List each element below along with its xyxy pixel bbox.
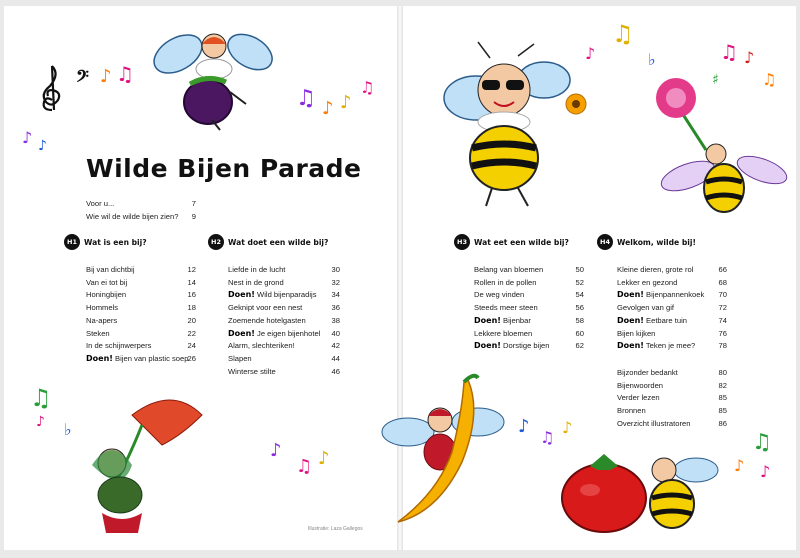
toc-entry-label [86, 341, 151, 351]
toc-entry-label [86, 290, 126, 300]
doen-marker: Doen! [617, 315, 644, 325]
illustration-credit: Illustratie: Laza Gallegos [308, 526, 363, 532]
music-note-icon: ♫ [296, 86, 316, 111]
toc-entry-page: 72 [718, 303, 727, 313]
toc-entry-label [617, 406, 646, 416]
chili-pepper-bee-illustration [378, 372, 508, 532]
toc-entry-label [86, 303, 118, 313]
toc-entry-label [86, 354, 188, 364]
music-note-icon: ♪ [744, 48, 755, 67]
toc-entry-label [474, 290, 524, 300]
toc-entry-text: De weg vinden [474, 290, 525, 300]
music-note-icon: ♪ [22, 128, 33, 147]
toc-entry-label [86, 316, 117, 326]
music-note-icon: ♫ [762, 70, 777, 89]
music-note-icon: ♪ [322, 98, 334, 119]
toc-entry-page: 82 [718, 380, 727, 390]
toc-entry-text: Bijen van plastic soep [115, 353, 189, 363]
toc-entry-text: Steken [86, 328, 110, 338]
chapter-title: Wat is een bij? [84, 237, 147, 247]
music-note-icon: ♪ [100, 66, 112, 87]
toc-entry-text: Bijen kijken [617, 328, 656, 338]
toc-entry-label: Wie wil de wilde bijen zien? [86, 212, 179, 221]
chapter-badge: H1 [64, 234, 80, 250]
toc-entry-page: 32 [331, 277, 340, 287]
music-note-icon: ♪ [318, 448, 330, 469]
toc-entry-text: Winterse stilte [228, 366, 276, 376]
toc-entry-label [228, 265, 285, 275]
trumpet-flower-illustration [72, 385, 212, 535]
toc-entry-page: 60 [575, 328, 584, 338]
toc-entry-label [228, 329, 320, 339]
toc-entry-label [617, 393, 660, 403]
toc-entry-page: 66 [718, 265, 727, 274]
toc-entry-page: 80 [718, 368, 727, 377]
doen-marker: Doen! [617, 341, 644, 351]
music-note-icon: ♫ [720, 40, 738, 64]
toc-entry-page: 34 [331, 290, 340, 300]
toc-entry-page: 7 [191, 199, 196, 208]
music-note-icon: ♪ [585, 44, 596, 63]
toc-entry-page: 12 [187, 265, 196, 274]
toc-entry-text: Gevolgen van gif [617, 303, 674, 313]
toc-entry-label [617, 303, 674, 313]
toc-entry-text: In de schijnwerpers [86, 341, 152, 351]
toc-entry-text: Je eigen bijenhotel [257, 328, 321, 338]
toc-entry-label [474, 278, 536, 288]
doen-marker: Doen! [474, 341, 501, 351]
toc-entry-page: 26 [187, 353, 196, 363]
doen-marker: Doen! [228, 328, 255, 338]
toc-entry-text: Bijenbar [503, 315, 531, 325]
toc-entry-page: 76 [718, 328, 727, 338]
chapter-3-heading[interactable] [454, 234, 569, 250]
toc-entry-text: Teken je mee? [645, 341, 696, 351]
toc-entry-label [617, 341, 695, 351]
toc-entry-label [617, 419, 690, 429]
music-note-icon: ♫ [540, 428, 555, 447]
toc-entry-text: Liefde in de lucht [228, 265, 286, 274]
chapter-2-heading[interactable] [208, 234, 328, 250]
doen-marker: Doen! [474, 315, 501, 325]
toc-entry-page: 9 [191, 212, 196, 221]
toc-entry-label [617, 368, 678, 378]
toc-entry-page: 85 [718, 406, 727, 416]
toc-entry-label [228, 354, 252, 364]
toc-entry-text: Lekkere bloemen [474, 328, 533, 338]
chapter-title: Wat doet een wilde bij? [228, 237, 329, 247]
toc-entry-text: Bijenwoorden [617, 380, 664, 390]
music-note-icon: ♭ [648, 50, 656, 69]
toc-entry-text: Bij van dichtbij [86, 265, 135, 274]
toc-entry-page: 78 [718, 341, 727, 351]
toc-entry-label [474, 265, 543, 275]
toc-entry-text: Eetbare tuin [646, 315, 687, 325]
toc-entry-page: 58 [575, 315, 584, 325]
toc-entry-label [86, 278, 127, 288]
toc-entry-label: Voor u... [86, 199, 115, 208]
toc-entry-text: Zoemende hotelgasten [228, 315, 306, 325]
toc-entry-page: 54 [575, 290, 584, 300]
toc-entry-page: 46 [331, 366, 340, 376]
toc-entry-text: Wild bijenparadijs [257, 290, 317, 300]
music-note-icon: ♫ [30, 384, 52, 412]
sunglasses-bee-illustration [438, 40, 588, 210]
toc-entry-label [228, 316, 306, 326]
eggplant-bee-illustration [150, 24, 280, 134]
toc-entry-page: 50 [575, 265, 584, 274]
toc-entry-label [228, 367, 276, 377]
tomato-bee-illustration [560, 440, 720, 540]
toc-entry-text: Overzicht illustratoren [617, 418, 691, 428]
chapter-badge: H4 [597, 234, 613, 250]
toc-entry-text: Rollen in de pollen [474, 277, 537, 287]
music-note-icon: ♪ [270, 440, 282, 461]
toc-entry-text: Geknipt voor een nest [228, 303, 303, 313]
music-note-icon: ♪ [734, 456, 745, 475]
toc-entry-text: Belang van bloemen [474, 265, 544, 274]
toc-entry-page: 52 [575, 277, 584, 287]
chapter-badge: H3 [454, 234, 470, 250]
chapter-title: Welkom, wilde bij! [617, 237, 696, 247]
toc-entry-label [617, 290, 704, 300]
bass-clef-icon: 𝄢 [76, 66, 89, 90]
toc-entry-page: 22 [187, 328, 196, 338]
toc-entry-label [474, 316, 531, 326]
toc-entry-label [474, 341, 549, 351]
music-note-icon: ♫ [360, 78, 375, 97]
music-note-icon: ♪ [562, 418, 573, 437]
music-note-icon: ♪ [760, 462, 771, 481]
chapter-4-heading[interactable] [597, 234, 696, 250]
music-note-icon: ♯ [712, 72, 719, 88]
toc-entry-text: Bronnen [617, 406, 646, 416]
toc-entry-label [617, 316, 687, 326]
toc-entry-label [86, 329, 110, 339]
music-note-icon: ♪ [38, 138, 47, 154]
toc-entry-page: 16 [187, 290, 196, 300]
toc-entry-text: Lekker en gezond [617, 277, 678, 287]
music-note-icon: ♭ [64, 420, 72, 439]
toc-entry-page: 24 [187, 341, 196, 351]
toc-entry-text: Alarm, slechteriken! [228, 341, 295, 351]
book-title: Wilde Bijen Parade [86, 154, 362, 183]
doen-marker: Doen! [86, 353, 113, 363]
toc-entry-page: 68 [718, 277, 727, 287]
toc-entry-text: Slapen [228, 353, 252, 363]
music-note-icon: ♫ [612, 20, 634, 48]
chapter-badge: H2 [208, 234, 224, 250]
toc-entry-text: Hommels [86, 303, 119, 313]
doen-marker: Doen! [228, 290, 255, 300]
toc-entry-text: Honingbijen [86, 290, 127, 300]
music-note-icon: ♫ [752, 430, 772, 455]
toc-entry-text: Verder lezen [617, 393, 660, 403]
toc-entry-label [228, 290, 317, 300]
toc-entry-page: 36 [331, 303, 340, 313]
doen-marker: Doen! [617, 290, 644, 300]
toc-entry-label [474, 329, 532, 339]
music-note-icon: ♪ [340, 92, 352, 113]
toc-entry-page: 42 [331, 341, 340, 351]
toc-entry-label [228, 303, 302, 313]
toc-entry-text: Steeds meer steen [474, 303, 538, 313]
toc-entry-page: 44 [331, 353, 340, 363]
toc-entry-text: Bijzonder bedankt [617, 368, 678, 377]
toc-entry-label [617, 381, 663, 391]
toc-entry-label [474, 303, 538, 313]
toc-entry-page: 38 [331, 315, 340, 325]
toc-entry-text: Nest in de grond [228, 277, 284, 287]
toc-entry-page: 18 [187, 303, 196, 313]
toc-entry-page: 14 [187, 277, 196, 287]
toc-entry-label [617, 278, 677, 288]
toc-entry-page: 74 [718, 315, 727, 325]
toc-entry-label [617, 265, 693, 275]
toc-entry-label [228, 341, 295, 351]
music-note-icon: ♪ [518, 416, 530, 437]
chapter-title: Wat eet een wilde bij? [474, 237, 569, 247]
toc-entry-page: 85 [718, 393, 727, 403]
music-note-icon: ♫ [116, 62, 134, 86]
toc-entry-label [228, 278, 284, 288]
toc-entry-text: Na-apers [86, 315, 118, 325]
toc-entry-page: 62 [575, 341, 584, 351]
toc-entry-page: 86 [718, 418, 727, 428]
toc-entry-page: 30 [331, 265, 340, 274]
toc-entry-page: 56 [575, 303, 584, 313]
music-note-icon: ♪ [36, 414, 45, 430]
toc-entry-page: 70 [718, 290, 727, 300]
toc-entry-page: 20 [187, 315, 196, 325]
toc-entry-text: Bijenpannenkoek [646, 290, 705, 300]
treble-clef-icon [38, 64, 64, 114]
toc-entry-page: 40 [331, 328, 340, 338]
toc-entry-label [617, 329, 655, 339]
toc-entry-text: Van ei tot bij [86, 277, 128, 287]
music-note-icon: ♫ [296, 456, 313, 477]
toc-entry-text: Dorstige bijen [503, 341, 550, 351]
chapter-1-heading[interactable] [64, 234, 147, 250]
toc-entry-label [86, 265, 135, 275]
toc-entry-text: Kleine dieren, grote rol [617, 265, 694, 274]
